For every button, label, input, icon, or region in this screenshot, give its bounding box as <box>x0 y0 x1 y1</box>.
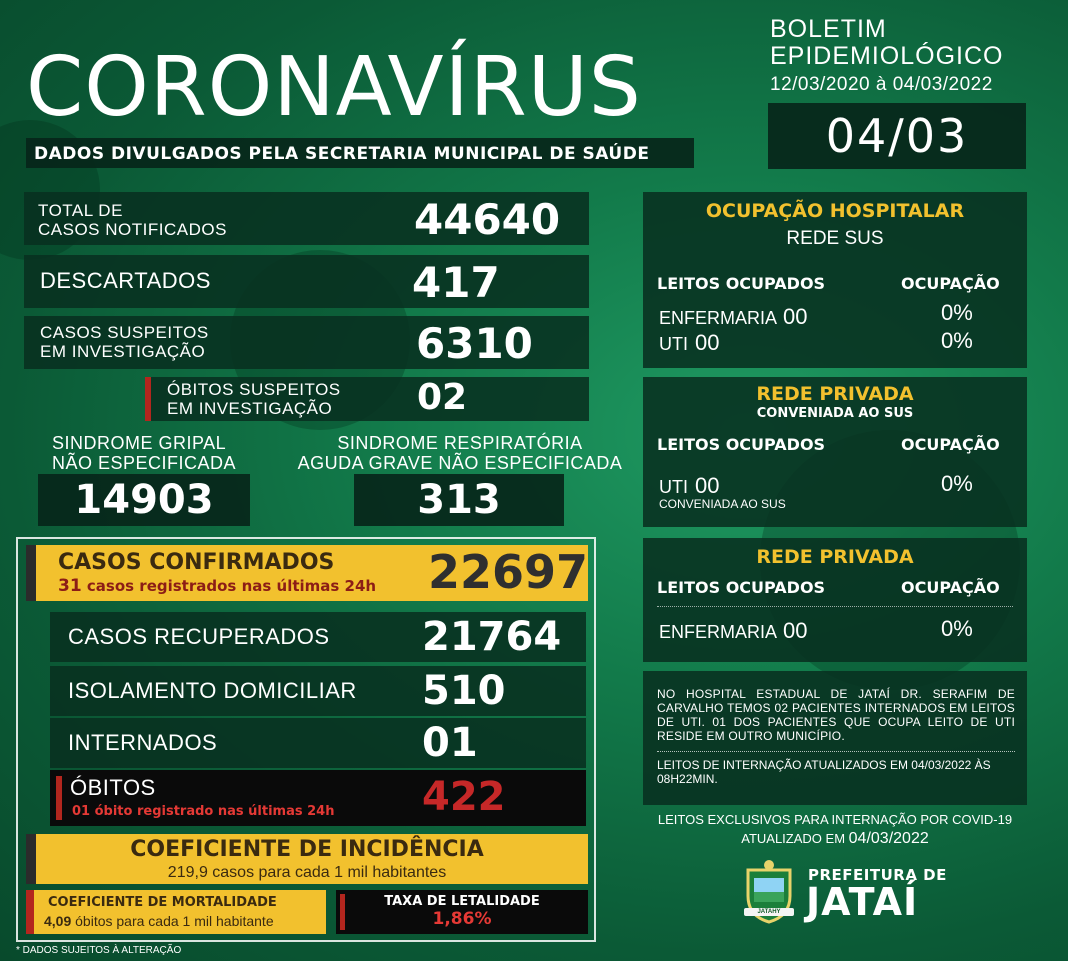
sus-title: OCUPAÇÃO HOSPITALAR <box>705 200 965 222</box>
letalidade-label: TAXA DE LETALIDADE <box>384 894 540 909</box>
stat-value: 6310 <box>416 319 533 368</box>
priv1-sub: CONVENIADA AO SUS <box>756 406 914 421</box>
obitos-label: ÓBITOS <box>70 775 156 800</box>
row-value: 00 <box>695 473 720 498</box>
stat-internados <box>50 718 586 768</box>
col-leitos: LEITOS OCUPADOS <box>657 435 826 454</box>
stat-label: INTERNADOS <box>68 730 218 755</box>
priv2-title: REDE PRIVADA <box>756 546 914 568</box>
stat-recuperados <box>50 612 586 662</box>
sg-label-line: NÃO ESPECIFICADA <box>52 453 237 473</box>
col-leitos: LEITOS OCUPADOS <box>657 578 826 597</box>
stat-label: EM INVESTIGAÇÃO <box>40 342 206 361</box>
letalidade-box <box>336 890 588 934</box>
stat-isolamento <box>50 666 586 716</box>
subtitle-banner <box>26 138 694 168</box>
mortalidade-text: óbitos para cada 1 mil habitante <box>75 913 274 929</box>
accent-bar <box>145 377 151 421</box>
jatai-seal-icon <box>740 858 798 924</box>
obitos-value: 422 <box>422 774 506 820</box>
row-value: 00 <box>783 618 808 643</box>
stat-label: ISOLAMENTO DOMICILIAR <box>68 678 357 703</box>
seal-text: JATAHY <box>757 909 781 915</box>
srag-value-box <box>354 474 564 526</box>
row-enfermaria: ENFERMARIA <box>659 622 777 642</box>
stat-label: CASOS NOTIFICADOS <box>38 220 227 239</box>
stat-value: 02 <box>417 377 468 418</box>
exclusive-date: 04/03/2022 <box>848 830 929 847</box>
row-note: CONVENIADA AO SUS <box>659 497 786 511</box>
logo-line2: JATAÍ <box>806 880 919 924</box>
stat-label: DESCARTADOS <box>40 268 211 293</box>
panel-rede-sus <box>643 192 1027 368</box>
row-pct: 0% <box>941 616 973 641</box>
confirmed-last24-count: 31 <box>58 576 82 596</box>
stat-descartados <box>24 255 589 308</box>
logo-line1: PREFEITURA DE <box>808 866 947 884</box>
srag-label <box>290 433 630 473</box>
srag-label-line: SINDROME RESPIRATÓRIA <box>337 433 583 453</box>
stat-label: ÓBITOS SUSPEITOS <box>167 380 341 399</box>
stat-obitos-suspeitos <box>145 377 589 421</box>
bulletin-date: 04/03 <box>825 109 969 163</box>
row-enfermaria: ENFERMARIA <box>659 308 777 328</box>
incidencia-box <box>26 834 588 884</box>
footnote: * DADOS SUJEITOS À ALTERAÇÃO <box>16 945 182 956</box>
stat-label: EM INVESTIGAÇÃO <box>167 399 333 418</box>
letalidade-value: 1,86% <box>432 909 492 929</box>
accent-bar <box>56 776 62 820</box>
bulletin-line2: EPIDEMIOLÓGICO <box>770 42 1004 70</box>
incidencia-value: 219,9 casos para cada 1 mil habitantes <box>167 864 447 881</box>
stat-label: CASOS RECUPERADOS <box>68 624 330 649</box>
subtitle-text: DADOS DIVULGADOS PELA SECRETARIA MUNICIPAL DE SAÚDE <box>34 144 650 164</box>
mortalidade-label: COEFICIENTE DE MORTALIDADE <box>48 895 277 910</box>
sg-value: 14903 <box>74 477 214 523</box>
sg-value-box <box>38 474 250 526</box>
col-leitos: LEITOS OCUPADOS <box>657 274 826 293</box>
col-ocupacao: OCUPAÇÃO <box>901 578 1000 597</box>
note-text: NO HOSPITAL ESTADUAL DE JATAÍ DR. SERAFIM DE CARVALHO TEMOS 02 PACIENTES INTERNADOS EM LEITOS DE UTI. 01 DOS PACIENTES QUE OCUPA LEITO DE UTI RESIDE EM OUTRO MUNICÍPIO. <box>657 687 1015 743</box>
confirmed-label: CASOS CONFIRMADOS <box>58 550 335 575</box>
confirmed-last24-text: casos registrados nas últimas 24h <box>86 577 377 595</box>
row-uti: UTI <box>659 334 688 354</box>
stat-value: 510 <box>422 668 506 714</box>
col-ocupacao: OCUPAÇÃO <box>901 435 1000 454</box>
row-value: 00 <box>783 304 808 329</box>
stat-suspeitos <box>24 316 589 369</box>
confirmed-value: 22697 <box>428 545 589 599</box>
stat-label: CASOS SUSPEITOS <box>40 323 209 342</box>
accent-bar <box>26 545 36 601</box>
sus-sub: REDE SUS <box>786 228 884 249</box>
bulletin-period: 12/03/2020 à 04/03/2022 <box>770 74 993 95</box>
row-value: 00 <box>695 330 720 355</box>
row-pct: 0% <box>941 328 973 353</box>
exclusive-beds-note <box>640 810 1030 848</box>
stat-value: 417 <box>412 258 500 307</box>
stat-value: 21764 <box>422 614 562 660</box>
stat-value: 01 <box>422 720 478 766</box>
bulletin-date-box <box>768 103 1026 169</box>
srag-label-line: AGUDA GRAVE NÃO ESPECIFICADA <box>297 453 623 473</box>
accent-bar <box>340 894 345 930</box>
priv1-title: REDE PRIVADA <box>756 383 914 405</box>
bulletin-title <box>770 16 1003 70</box>
col-ocupacao: OCUPAÇÃO <box>901 274 1000 293</box>
mortalidade-box <box>26 890 326 934</box>
panel-rede-privada-conveniada <box>643 377 1027 527</box>
confirmed-banner <box>26 545 588 601</box>
incidencia-label: COEFICIENTE DE INCIDÊNCIA <box>130 837 484 862</box>
divider <box>657 751 1015 752</box>
stat-value: 44640 <box>414 195 561 244</box>
row-pct: 0% <box>941 471 973 496</box>
row-pct: 0% <box>941 300 973 325</box>
page-title: CORONAVÍRUS <box>26 40 642 135</box>
panel-rede-privada <box>643 538 1027 662</box>
mortalidade-num: 4,09 <box>44 913 72 929</box>
stat-obitos <box>50 770 586 826</box>
sg-label <box>52 433 236 473</box>
divider <box>657 606 1013 607</box>
sg-label-line: SINDROME GRIPAL <box>52 433 227 453</box>
stat-total-notificados <box>24 192 589 245</box>
note-updated: LEITOS DE INTERNAÇÃO ATUALIZADOS EM 04/03/2022 ÀS 08H22MIN. <box>657 758 991 786</box>
accent-bar <box>26 890 34 934</box>
obitos-sub: 01 óbito registrado nas últimas 24h <box>72 804 335 819</box>
panel-hospital-note <box>643 671 1027 805</box>
bulletin-line1: BOLETIM <box>770 15 887 43</box>
row-uti: UTI <box>659 477 688 497</box>
exclusive-prefix: ATUALIZADO EM <box>741 831 846 846</box>
accent-bar <box>26 834 36 884</box>
srag-value: 313 <box>417 477 501 523</box>
stat-label: TOTAL DE <box>38 201 123 220</box>
exclusive-line1: LEITOS EXCLUSIVOS PARA INTERNAÇÃO POR COVID-19 <box>657 812 1013 827</box>
